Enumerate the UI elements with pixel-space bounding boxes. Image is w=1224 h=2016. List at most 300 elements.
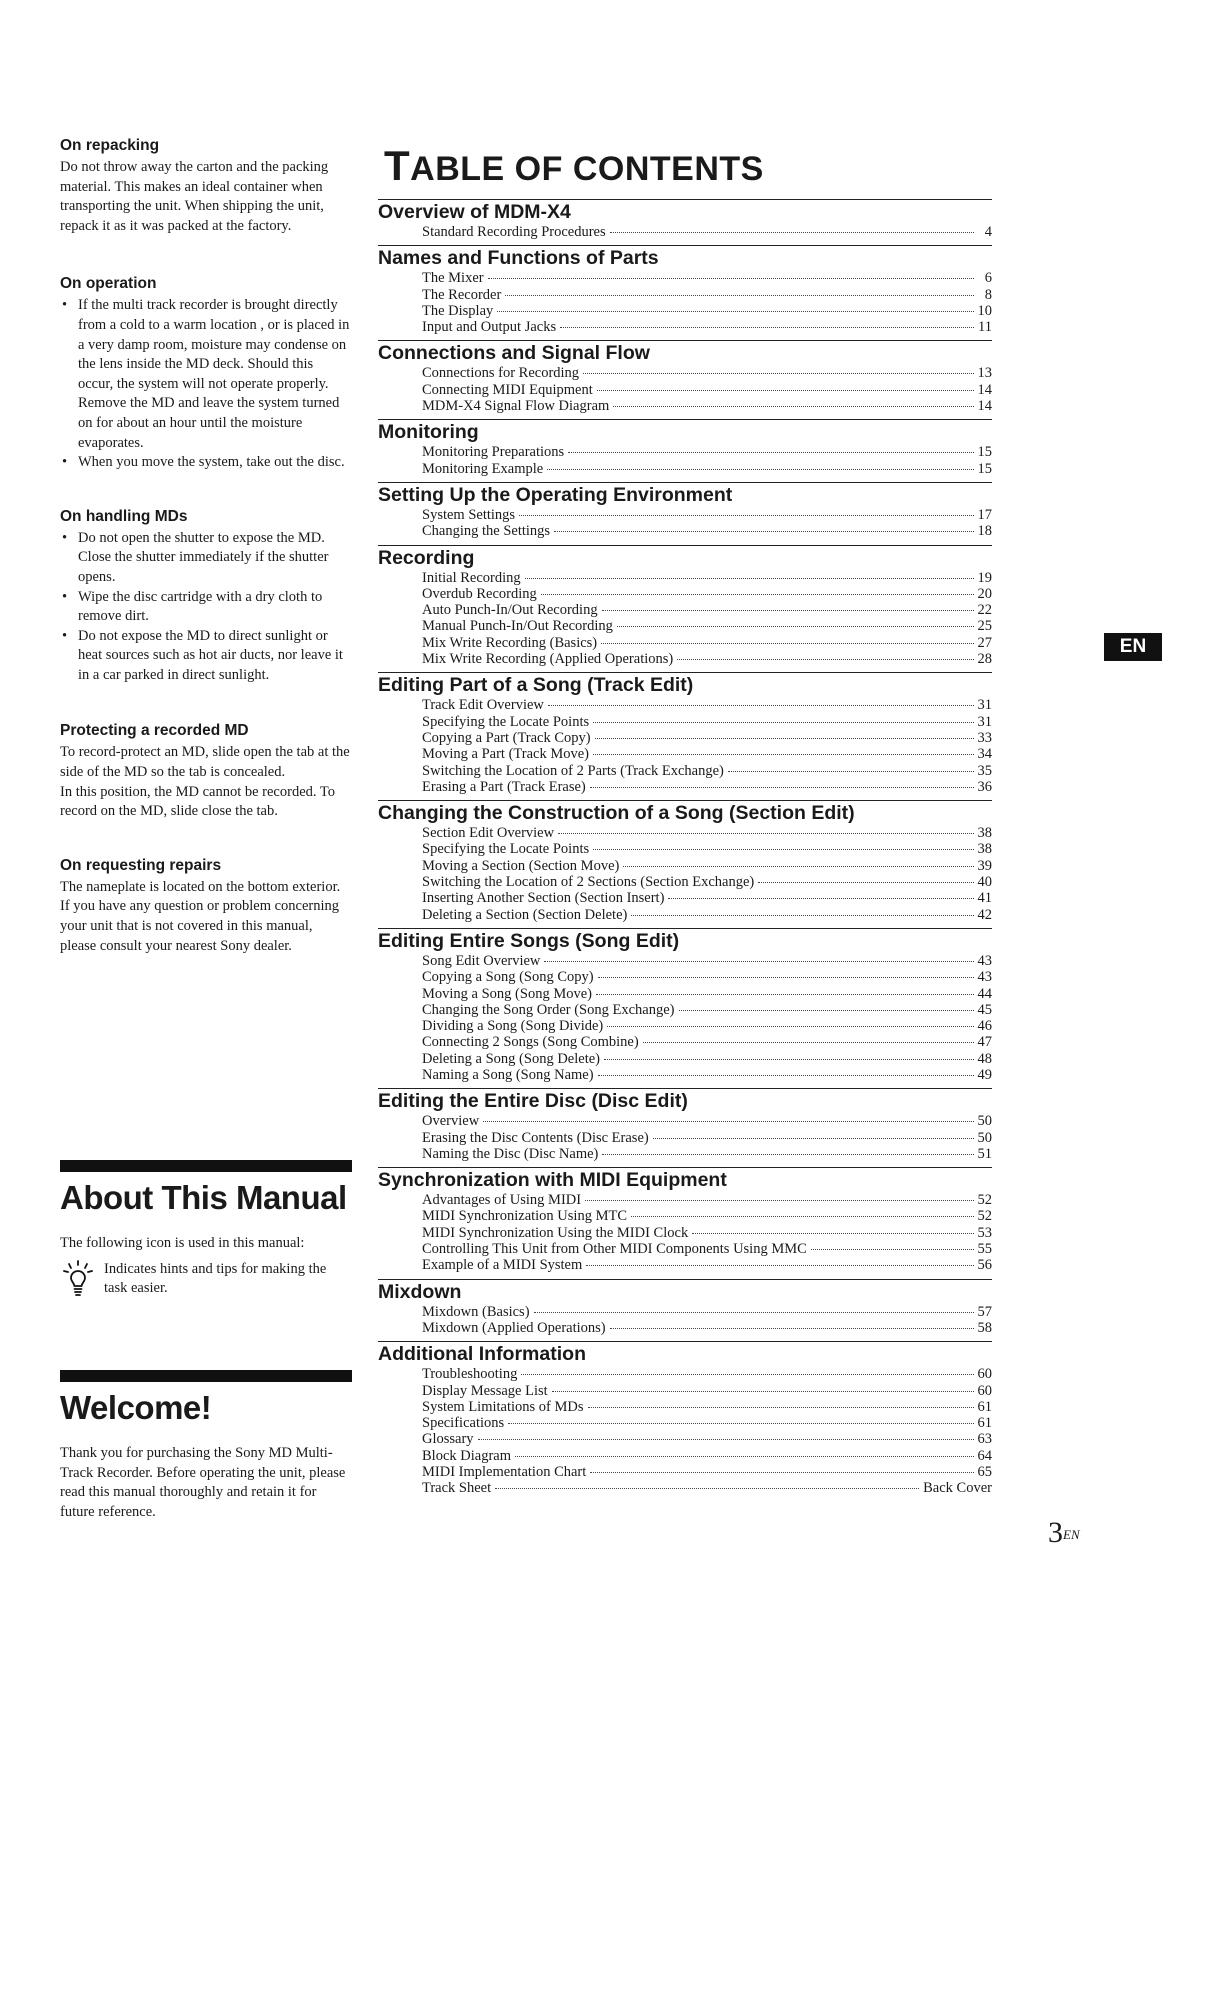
toc-section-title[interactable]: Setting Up the Operating Environment — [378, 483, 733, 506]
dot-leader — [631, 915, 973, 916]
toc-section — [378, 419, 992, 480]
toc-entry[interactable] — [422, 319, 992, 335]
toc-entry-label: MDM-X4 Signal Flow Diagram — [422, 398, 610, 415]
dot-leader — [521, 1374, 973, 1375]
toc-entry-page: 52 — [977, 1208, 992, 1225]
dot-leader — [610, 232, 974, 233]
dot-leader — [568, 452, 973, 453]
toc-entry-label: Song Edit Overview — [422, 952, 541, 969]
toc-entry-page: 17 — [977, 506, 992, 523]
toc-entry[interactable] — [422, 907, 992, 923]
toc-entry-page: 22 — [977, 602, 992, 619]
text-repairs-1: The nameplate is located on the bottom exterior. — [60, 878, 341, 895]
toc-entry-page: 60 — [977, 1366, 992, 1383]
dot-leader — [558, 833, 973, 834]
toc-entry[interactable] — [422, 858, 992, 874]
toc-entry-label: Changing the Song Order (Song Exchange) — [422, 1001, 675, 1018]
dot-leader — [597, 390, 974, 391]
text-about-intro: The following icon is used in this manual: — [60, 1235, 305, 1251]
heading-handling: On handling MDs — [60, 507, 188, 525]
heading-welcome: Welcome! — [60, 1389, 212, 1426]
section-protecting — [60, 721, 352, 821]
toc-entry-label: Switching the Location of 2 Sections (Section Exchange) — [422, 874, 755, 891]
toc-entry[interactable] — [422, 303, 992, 319]
toc-entry-label: Moving a Song (Song Move) — [422, 985, 592, 1002]
tip-text: Indicates hints and tips for making the task easier. — [104, 1260, 327, 1297]
dot-leader — [679, 1010, 974, 1011]
toc-entry[interactable] — [422, 730, 992, 746]
toc-section-title[interactable]: Editing Part of a Song (Track Edit) — [378, 674, 694, 697]
toc-entry-page: 31 — [977, 697, 992, 714]
toc-entry-page: 61 — [977, 1415, 992, 1432]
dot-leader — [590, 787, 974, 788]
toc-entry-page: 43 — [977, 969, 992, 986]
toc-entry-page: 56 — [977, 1257, 992, 1274]
dot-leader — [595, 738, 974, 739]
left-column — [60, 136, 352, 994]
toc-section-title[interactable]: Additional Information — [378, 1343, 586, 1366]
toc-entry-list — [378, 1113, 992, 1165]
toc-entry[interactable] — [422, 841, 992, 857]
toc-entry-page: 33 — [977, 729, 992, 746]
dot-leader — [548, 705, 974, 706]
toc-entry-label: Example of a MIDI System — [422, 1257, 583, 1274]
toc-entry-label: MIDI Implementation Chart — [422, 1464, 587, 1481]
toc-section-title[interactable]: Overview of MDM-X4 — [378, 201, 571, 223]
toc-entry-label: Moving a Part (Track Move) — [422, 746, 589, 763]
dot-leader — [692, 1233, 973, 1234]
toc-entry[interactable] — [422, 1113, 992, 1129]
toc-entry-page: 36 — [977, 778, 992, 795]
toc-entry[interactable] — [422, 1225, 992, 1241]
text-repacking: Do not throw away the carton and the packing material. This makes an ideal container when transporting the unit. When shipping the unit, repack it as it was packed at the factory. — [60, 159, 329, 234]
table-of-contents — [378, 142, 992, 1502]
toc-entry[interactable] — [422, 224, 992, 240]
toc-entry[interactable] — [422, 602, 992, 618]
toc-entry-page: 14 — [977, 398, 992, 415]
toc-entry[interactable] — [422, 1464, 992, 1480]
toc-section-title[interactable]: Editing the Entire Disc (Disc Edit) — [378, 1090, 688, 1113]
text-welcome: Thank you for purchasing the Sony MD Multi-Track Recorder. Before operating the unit, please read this manual thoroughly and retain it for future reference. — [60, 1445, 346, 1520]
toc-entry-label: Overview — [422, 1113, 480, 1130]
toc-entry-label: Troubleshooting — [422, 1366, 518, 1383]
toc-entry[interactable] — [422, 523, 992, 539]
dot-leader — [653, 1138, 974, 1139]
toc-entry-label: System Settings — [422, 506, 516, 523]
toc-entry-page: 28 — [977, 651, 992, 668]
toc-section — [378, 800, 992, 926]
toc-entry-page: 15 — [977, 460, 992, 477]
toc-entry-label: Advantages of Using MIDI — [422, 1192, 582, 1209]
toc-entry-page: Back Cover — [923, 1480, 992, 1497]
toc-entry-list — [378, 365, 992, 417]
toc-entry-label: MIDI Synchronization Using the MIDI Clock — [422, 1224, 689, 1241]
dot-leader — [604, 1059, 974, 1060]
toc-entry-label: Connections for Recording — [422, 365, 580, 382]
toc-section — [378, 1341, 992, 1499]
dot-leader — [602, 610, 974, 611]
dot-leader — [596, 994, 974, 995]
dot-leader — [497, 311, 973, 312]
toc-entry-page: 11 — [978, 319, 992, 336]
toc-entry[interactable] — [422, 1130, 992, 1146]
dot-leader — [560, 327, 974, 328]
toc-entry-page: 38 — [977, 841, 992, 858]
toc-entry-label: Block Diagram — [422, 1447, 511, 1464]
toc-entry-page: 44 — [977, 985, 992, 1002]
dot-leader — [547, 469, 973, 470]
dot-leader — [586, 1265, 973, 1266]
toc-entry-list — [378, 1192, 992, 1276]
toc-entry[interactable] — [422, 382, 992, 398]
heading-repacking: On repacking — [60, 137, 160, 154]
toc-entry[interactable] — [422, 461, 992, 477]
toc-entry-page: 60 — [977, 1382, 992, 1399]
toc-entry[interactable] — [422, 1383, 992, 1399]
toc-entry[interactable] — [422, 874, 992, 890]
heading-operation: On operation — [60, 275, 157, 293]
toc-entry[interactable] — [422, 1192, 992, 1208]
toc-entry[interactable] — [422, 1002, 992, 1018]
toc-entry-label: Erasing a Part (Track Erase) — [422, 778, 586, 795]
dot-leader — [598, 1075, 974, 1076]
section-repairs — [60, 856, 352, 956]
toc-title: TABLE OF CONTENTS — [384, 142, 764, 189]
toc-entry-page: 25 — [977, 618, 992, 635]
heading-repairs: On requesting repairs — [60, 856, 222, 874]
toc-entry-label: Copying a Song (Song Copy) — [422, 969, 594, 986]
toc-section — [378, 1088, 992, 1165]
toc-entry-page: 6 — [984, 270, 992, 287]
toc-entry[interactable] — [422, 1448, 992, 1464]
toc-entry[interactable] — [422, 365, 992, 381]
dot-leader — [588, 1407, 974, 1408]
toc-entry-label: Monitoring Preparations — [422, 444, 565, 461]
section-repacking — [60, 136, 352, 236]
toc-entry-page: 14 — [977, 381, 992, 398]
toc-entry-label: Input and Output Jacks — [422, 319, 557, 336]
toc-entry-label: Controlling This Unit from Other MIDI Components Using MMC — [422, 1241, 807, 1258]
toc-entry-label: Erasing the Disc Contents (Disc Erase) — [422, 1129, 649, 1146]
toc-entry-page: 46 — [977, 1018, 992, 1035]
toc-entry[interactable] — [422, 1067, 992, 1083]
toc-entry-list — [378, 1366, 992, 1499]
section-about-manual — [60, 1160, 352, 1299]
toc-entry[interactable] — [422, 1034, 992, 1050]
toc-entry-label: Glossary — [422, 1431, 474, 1448]
toc-entry-label: Specifications — [422, 1415, 505, 1432]
toc-entry-label: Copying a Part (Track Copy) — [422, 729, 591, 746]
toc-section — [378, 545, 992, 671]
toc-entry-label: Overdub Recording — [422, 585, 537, 602]
toc-section — [378, 482, 992, 543]
toc-entry[interactable] — [422, 697, 992, 713]
toc-entry-list — [378, 570, 992, 671]
dot-leader — [602, 1154, 973, 1155]
dot-leader — [583, 373, 973, 374]
toc-entry-label: Section Edit Overview — [422, 825, 555, 842]
toc-entry-label: Standard Recording Procedures — [422, 224, 606, 240]
toc-entry-page: 51 — [977, 1145, 992, 1162]
toc-entry[interactable] — [422, 651, 992, 667]
toc-entry-label: Naming the Disc (Disc Name) — [422, 1145, 599, 1162]
language-tab: EN — [1104, 633, 1162, 661]
toc-entry-label: Display Message List — [422, 1382, 548, 1399]
list-item: • Do not expose the MD to direct sunlight or heat sources such as hot air ducts, nor leave it in a car parked in direct sunlight. — [62, 627, 343, 683]
toc-entry-label: Specifying the Locate Points — [422, 841, 590, 858]
toc-entry-label: Connecting 2 Songs (Song Combine) — [422, 1034, 639, 1051]
lightbulb-icon — [60, 1260, 104, 1296]
toc-entry-page: 52 — [977, 1192, 992, 1209]
toc-entry-label: Mixdown (Applied Operations) — [422, 1319, 606, 1336]
dot-leader — [607, 1026, 973, 1027]
toc-entry-label: The Display — [422, 302, 494, 319]
dot-leader — [593, 722, 973, 723]
toc-entry-label: Track Edit Overview — [422, 697, 544, 714]
section-welcome — [60, 1370, 352, 1522]
dot-leader — [495, 1488, 919, 1489]
dot-leader — [552, 1391, 974, 1392]
toc-entry-page: 8 — [984, 286, 992, 303]
toc-entry-list — [378, 697, 992, 798]
toc-entry-label: The Mixer — [422, 270, 484, 287]
dot-leader — [488, 278, 974, 279]
toc-entry-label: MIDI Synchronization Using MTC — [422, 1208, 627, 1225]
dot-leader — [483, 1121, 973, 1122]
toc-entry-label: Auto Punch-In/Out Recording — [422, 602, 598, 619]
section-rule — [60, 1370, 352, 1382]
toc-entry[interactable] — [422, 746, 992, 762]
toc-section-title[interactable]: Names and Functions of Parts — [378, 247, 659, 270]
toc-entry-page: 58 — [977, 1319, 992, 1336]
dot-leader — [585, 1200, 973, 1201]
tip-row — [60, 1260, 352, 1299]
operation-list — [60, 296, 352, 472]
toc-entry[interactable] — [422, 1257, 992, 1273]
toc-entry-label: Dividing a Song (Song Divide) — [422, 1018, 604, 1035]
list-item: • When you move the system, take out the disc. — [62, 454, 345, 471]
toc-entry[interactable] — [422, 507, 992, 523]
toc-entry-page: 45 — [977, 1001, 992, 1018]
toc-entry[interactable] — [422, 1431, 992, 1447]
toc-entry-page: 27 — [977, 634, 992, 651]
toc-entry-page: 10 — [977, 302, 992, 319]
toc-entry[interactable] — [422, 953, 992, 969]
toc-entry-list — [378, 224, 992, 243]
text-protecting-2: In this position, the MD cannot be recorded. To record on the MD, slide close the tab. — [60, 783, 335, 820]
dot-leader — [643, 1042, 974, 1043]
toc-entry-page: 65 — [977, 1464, 992, 1481]
toc-entry-page: 41 — [977, 890, 992, 907]
dot-leader — [593, 754, 974, 755]
toc-entry[interactable] — [422, 825, 992, 841]
toc-sections — [378, 199, 992, 1500]
toc-entry-page: 40 — [977, 874, 992, 891]
dot-leader — [610, 1328, 974, 1329]
toc-entry[interactable] — [422, 763, 992, 779]
toc-section — [378, 928, 992, 1086]
dot-leader — [811, 1249, 974, 1250]
toc-entry-page: 55 — [977, 1241, 992, 1258]
toc-entry-page: 50 — [977, 1129, 992, 1146]
toc-section — [378, 1279, 992, 1340]
toc-section-title[interactable]: Recording — [378, 546, 475, 569]
toc-entry-list — [378, 507, 992, 543]
toc-entry-page: 57 — [977, 1303, 992, 1320]
toc-entry[interactable] — [422, 1366, 992, 1382]
toc-entry[interactable] — [422, 1018, 992, 1034]
toc-entry[interactable] — [422, 1320, 992, 1336]
dot-leader — [668, 898, 973, 899]
toc-entry[interactable] — [422, 1146, 992, 1162]
toc-entry-page: 31 — [977, 713, 992, 730]
dot-leader — [515, 1456, 974, 1457]
toc-entry-label: The Recorder — [422, 286, 502, 303]
toc-entry[interactable] — [422, 570, 992, 586]
heading-about-manual: About This Manual — [60, 1179, 347, 1216]
toc-entry-page: 38 — [977, 825, 992, 842]
toc-entry-label: Monitoring Example — [422, 460, 544, 477]
toc-entry-list — [378, 1304, 992, 1340]
dot-leader — [541, 594, 974, 595]
toc-entry-label: Switching the Location of 2 Parts (Track Exchange) — [422, 762, 724, 779]
list-item: • Wipe the disc cartridge with a dry cloth to remove dirt. — [62, 588, 323, 625]
toc-entry-label: Deleting a Song (Song Delete) — [422, 1050, 600, 1067]
toc-entry-page: 39 — [977, 857, 992, 874]
toc-entry-page: 64 — [977, 1447, 992, 1464]
dot-leader — [525, 578, 974, 579]
toc-entry-page: 4 — [984, 224, 992, 240]
toc-entry-label: System Limitations of MDs — [422, 1398, 584, 1415]
toc-entry-label: Track Sheet — [422, 1480, 492, 1497]
dot-leader — [478, 1439, 974, 1440]
section-handling — [60, 507, 352, 686]
toc-entry[interactable] — [422, 1480, 992, 1496]
toc-entry-label: Changing the Settings — [422, 523, 551, 540]
toc-entry[interactable] — [422, 270, 992, 286]
toc-entry-list — [378, 444, 992, 480]
toc-entry[interactable] — [422, 586, 992, 602]
toc-entry-page: 34 — [977, 746, 992, 763]
toc-entry-page: 43 — [977, 952, 992, 969]
heading-protecting: Protecting a recorded MD — [60, 722, 249, 740]
toc-section-title[interactable]: Mixdown — [378, 1280, 462, 1303]
handling-list — [60, 529, 352, 686]
toc-entry-label: Inserting Another Section (Section Insert) — [422, 890, 665, 907]
toc-entry-label: Mix Write Recording (Basics) — [422, 634, 598, 651]
toc-entry[interactable] — [422, 444, 992, 460]
toc-entry-page: 50 — [977, 1113, 992, 1130]
toc-section — [378, 672, 992, 798]
page-number: $3^{EN}$ — [1048, 1516, 1080, 1549]
toc-entry-page: 53 — [977, 1224, 992, 1241]
toc-entry-page: 18 — [977, 523, 992, 540]
toc-section-title[interactable]: Editing Entire Songs (Song Edit) — [378, 929, 680, 952]
toc-entry[interactable] — [422, 287, 992, 303]
dot-leader — [598, 977, 974, 978]
dot-leader — [590, 1472, 973, 1473]
toc-entry[interactable] — [422, 986, 992, 1002]
toc-entry-page: 35 — [977, 762, 992, 779]
dot-leader — [534, 1312, 974, 1313]
toc-entry-page: 48 — [977, 1050, 992, 1067]
list-item: • If the multi track recorder is brought directly from a cold to a warm location , or is placed in a very damp room, moisture may condense on the lens inside the MD deck. Should this occur, the system will not operate properly. Remove the MD and leave the system turned on for about an hour until the moisture evaporates. — [62, 297, 350, 451]
dot-leader — [593, 849, 973, 850]
toc-entry-page: 13 — [977, 365, 992, 382]
toc-entry-page: 42 — [977, 906, 992, 923]
toc-section-title[interactable]: Synchronization with MIDI Equipment — [378, 1169, 727, 1192]
toc-entry[interactable] — [422, 1304, 992, 1320]
toc-entry[interactable] — [422, 890, 992, 906]
toc-section-title[interactable]: Connections and Signal Flow — [378, 342, 650, 365]
toc-section-title[interactable]: Changing the Construction of a Song (Section Edit) — [378, 802, 855, 825]
dot-leader — [544, 961, 973, 962]
dot-leader — [505, 295, 974, 296]
text-protecting-1: To record-protect an MD, slide open the tab at the side of the MD so the tab is concealed. — [60, 744, 350, 781]
toc-section — [378, 340, 992, 417]
toc-entry[interactable] — [422, 1208, 992, 1224]
toc-section-title[interactable]: Monitoring — [378, 421, 479, 444]
toc-entry[interactable] — [422, 398, 992, 414]
toc-entry-label: Mix Write Recording (Applied Operations) — [422, 651, 674, 668]
toc-entry-list — [378, 270, 992, 338]
toc-entry-page: 61 — [977, 1398, 992, 1415]
dot-leader — [508, 1423, 973, 1424]
dot-leader — [631, 1216, 974, 1217]
toc-entry-list — [378, 825, 992, 926]
toc-entry-list — [378, 953, 992, 1086]
dot-leader — [601, 643, 973, 644]
toc-entry-label: Naming a Song (Song Name) — [422, 1066, 594, 1083]
toc-entry[interactable] — [422, 1399, 992, 1415]
toc-entry-page: 63 — [977, 1431, 992, 1448]
dot-leader — [613, 406, 973, 407]
toc-entry-label: Moving a Section (Section Move) — [422, 857, 620, 874]
toc-entry[interactable] — [422, 618, 992, 634]
toc-entry-label: Deleting a Section (Section Delete) — [422, 906, 628, 923]
toc-entry-label: Manual Punch-In/Out Recording — [422, 618, 613, 635]
toc-entry[interactable] — [422, 1051, 992, 1067]
toc-entry-page: 19 — [977, 569, 992, 586]
section-operation — [60, 274, 352, 472]
dot-leader — [758, 882, 973, 883]
toc-entry-page: 47 — [977, 1034, 992, 1051]
dot-leader — [623, 866, 973, 867]
toc-entry[interactable] — [422, 1415, 992, 1431]
toc-entry[interactable] — [422, 635, 992, 651]
toc-entry-label: Connecting MIDI Equipment — [422, 381, 593, 398]
list-item: • Do not open the shutter to expose the MD. Close the shutter immediately if the shutter opens. — [62, 529, 329, 585]
dot-leader — [519, 515, 973, 516]
dot-leader — [554, 531, 973, 532]
dot-leader — [617, 626, 974, 627]
toc-entry-page: 20 — [977, 585, 992, 602]
toc-entry[interactable] — [422, 714, 992, 730]
toc-entry-page: 49 — [977, 1066, 992, 1083]
text-repairs-2: If you have any question or problem concerning your unit that is not covered in this manual, please consult your nearest Sony dealer. — [60, 898, 340, 954]
toc-entry[interactable] — [422, 1241, 992, 1257]
toc-entry[interactable] — [422, 779, 992, 795]
toc-entry-page: 15 — [977, 444, 992, 461]
section-rule — [60, 1160, 352, 1172]
toc-entry-label: Initial Recording — [422, 569, 521, 586]
toc-section — [378, 245, 992, 338]
dot-leader — [728, 771, 974, 772]
toc-section — [378, 199, 992, 243]
toc-entry[interactable] — [422, 969, 992, 985]
toc-entry-label: Specifying the Locate Points — [422, 713, 590, 730]
toc-entry-label: Mixdown (Basics) — [422, 1303, 530, 1320]
